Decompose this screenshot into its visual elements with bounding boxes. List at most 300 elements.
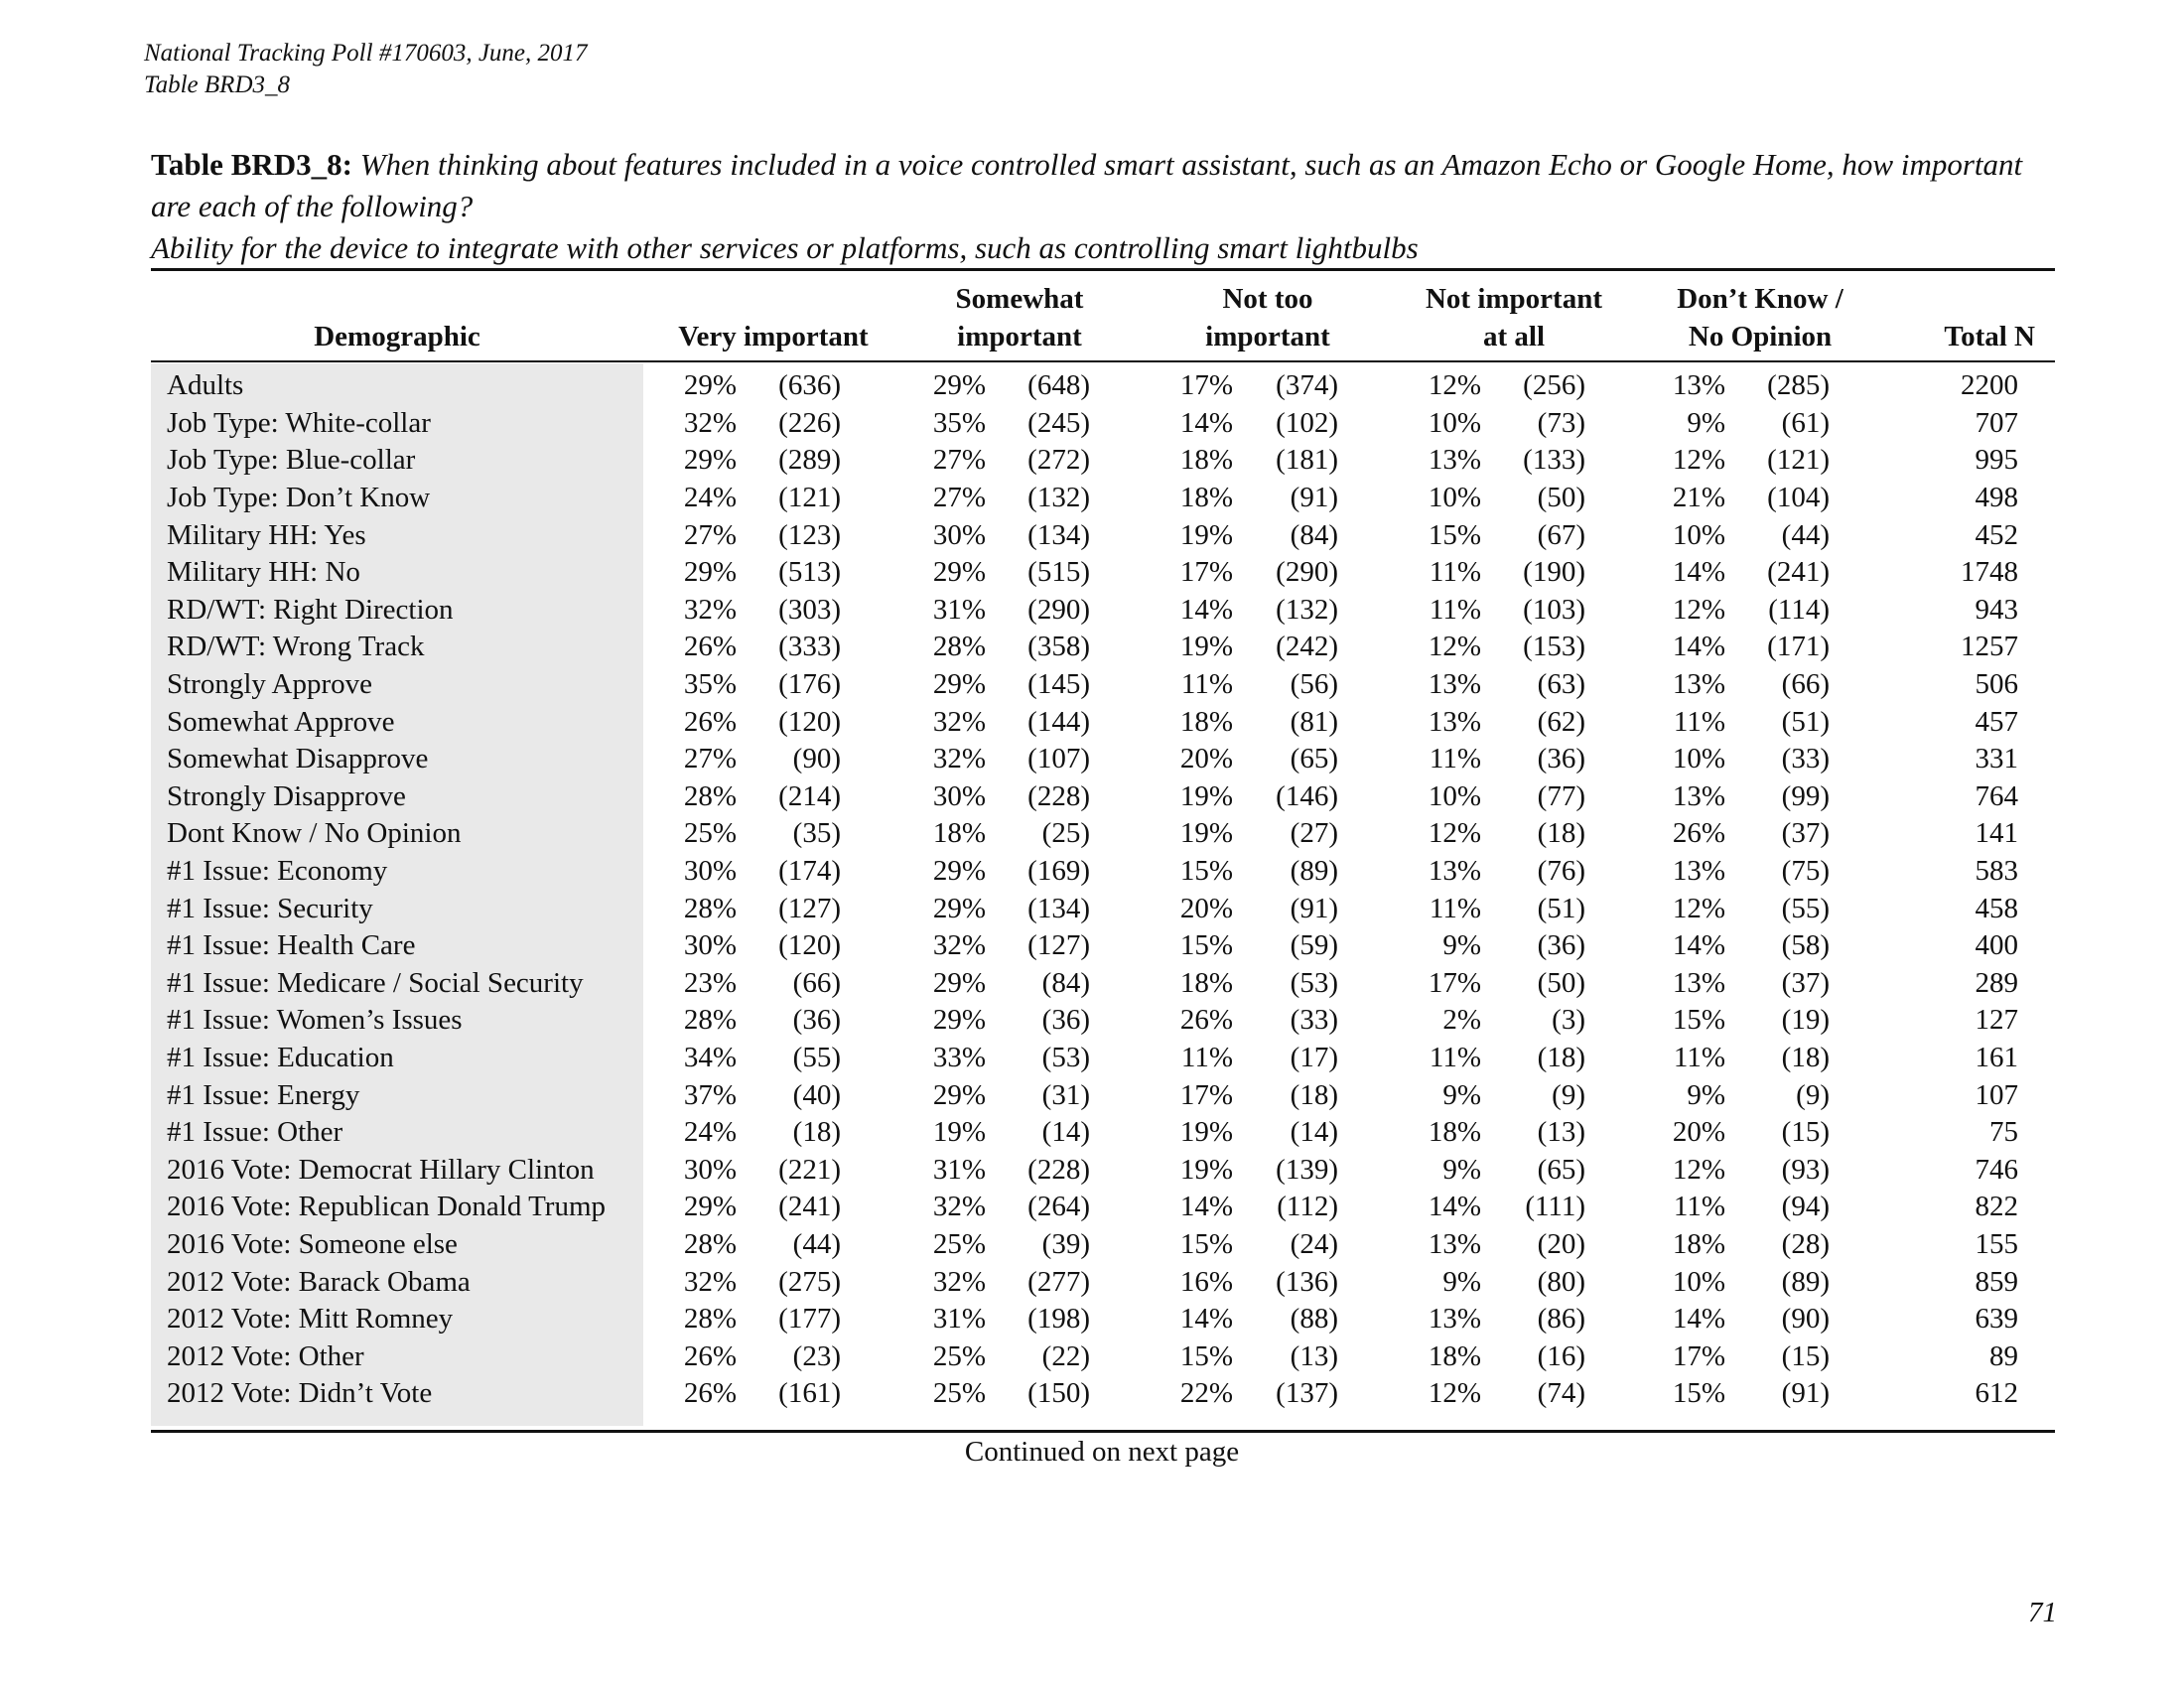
cell-very-n: (23) bbox=[792, 1339, 841, 1372]
cell-not-too-n: (374) bbox=[1276, 369, 1338, 402]
cell-total-n: 764 bbox=[1975, 779, 2018, 812]
cell-very-n: (214) bbox=[778, 779, 841, 812]
cell-not-too-pct: 15% bbox=[1179, 929, 1233, 962]
cell-not-too-n: (88) bbox=[1290, 1303, 1338, 1336]
cell-total-n: 859 bbox=[1975, 1265, 2018, 1298]
cell-somewhat-pct: 18% bbox=[932, 817, 986, 850]
cell-somewhat-n: (228) bbox=[1027, 779, 1090, 812]
row-label: Adults bbox=[167, 369, 244, 402]
cell-very-n: (55) bbox=[792, 1041, 841, 1073]
cell-very-n: (241) bbox=[778, 1191, 841, 1223]
cell-dont-know-n: (99) bbox=[1781, 779, 1830, 812]
cell-not-at-all-n: (36) bbox=[1537, 743, 1585, 775]
table-row bbox=[151, 703, 2018, 741]
cell-total-n: 995 bbox=[1975, 444, 2018, 477]
cell-not-at-all-n: (20) bbox=[1537, 1227, 1585, 1260]
cell-somewhat-n: (277) bbox=[1027, 1265, 1090, 1298]
cell-not-too-n: (56) bbox=[1290, 668, 1338, 701]
cell-very-pct: 29% bbox=[683, 556, 737, 589]
cell-very-n: (123) bbox=[778, 518, 841, 551]
cell-somewhat-pct: 29% bbox=[932, 556, 986, 589]
cell-dont-know-n: (285) bbox=[1767, 369, 1830, 402]
cell-not-at-all-pct: 9% bbox=[1442, 929, 1481, 962]
cell-somewhat-pct: 25% bbox=[932, 1227, 986, 1260]
cell-dont-know-pct: 14% bbox=[1672, 556, 1725, 589]
cell-dont-know-pct: 13% bbox=[1672, 779, 1725, 812]
cell-not-at-all-n: (18) bbox=[1537, 1041, 1585, 1073]
cell-total-n: 458 bbox=[1975, 892, 2018, 924]
cell-not-at-all-n: (18) bbox=[1537, 817, 1585, 850]
cell-total-n: 506 bbox=[1975, 668, 2018, 701]
cell-dont-know-n: (37) bbox=[1781, 966, 1830, 999]
row-label: RD/WT: Wrong Track bbox=[167, 631, 425, 663]
cell-not-at-all-n: (86) bbox=[1537, 1303, 1585, 1336]
cell-very-pct: 29% bbox=[683, 369, 737, 402]
cell-not-too-pct: 15% bbox=[1179, 855, 1233, 888]
cell-not-at-all-pct: 10% bbox=[1428, 406, 1481, 439]
row-label: #1 Issue: Women’s Issues bbox=[167, 1004, 463, 1037]
cell-very-pct: 26% bbox=[683, 705, 737, 738]
cell-very-n: (90) bbox=[792, 743, 841, 775]
table-row bbox=[151, 778, 2018, 816]
cell-somewhat-n: (264) bbox=[1027, 1191, 1090, 1223]
cell-dont-know-n: (15) bbox=[1781, 1116, 1830, 1149]
cell-somewhat-n: (145) bbox=[1027, 668, 1090, 701]
cell-not-at-all-pct: 15% bbox=[1428, 518, 1481, 551]
header-very-important: Very important bbox=[678, 321, 869, 352]
cell-somewhat-pct: 19% bbox=[932, 1116, 986, 1149]
cell-not-at-all-pct: 11% bbox=[1429, 1041, 1481, 1073]
cell-very-n: (40) bbox=[792, 1078, 841, 1111]
cell-not-at-all-n: (153) bbox=[1523, 631, 1585, 663]
cell-dont-know-pct: 12% bbox=[1672, 444, 1725, 477]
cell-dont-know-n: (94) bbox=[1781, 1191, 1830, 1223]
cell-not-too-n: (14) bbox=[1290, 1116, 1338, 1149]
cell-very-n: (127) bbox=[778, 892, 841, 924]
table-row bbox=[151, 405, 2018, 443]
cell-not-at-all-n: (50) bbox=[1537, 966, 1585, 999]
table-row bbox=[151, 815, 2018, 853]
cell-very-n: (174) bbox=[778, 855, 841, 888]
row-label: 2012 Vote: Didn’t Vote bbox=[167, 1377, 433, 1410]
row-label: 2016 Vote: Republican Donald Trump bbox=[167, 1191, 606, 1223]
cell-somewhat-n: (14) bbox=[1041, 1116, 1090, 1149]
cell-dont-know-pct: 12% bbox=[1672, 593, 1725, 626]
cell-total-n: 943 bbox=[1975, 593, 2018, 626]
cell-not-at-all-n: (3) bbox=[1552, 1004, 1585, 1037]
cell-not-at-all-n: (65) bbox=[1537, 1153, 1585, 1186]
cell-dont-know-pct: 13% bbox=[1672, 668, 1725, 701]
cell-not-at-all-pct: 2% bbox=[1442, 1004, 1481, 1037]
cell-very-pct: 26% bbox=[683, 1339, 737, 1372]
cell-somewhat-pct: 25% bbox=[932, 1377, 986, 1410]
table-row bbox=[151, 629, 2018, 666]
header-not-too-important bbox=[1158, 280, 1378, 355]
cell-not-at-all-n: (50) bbox=[1537, 482, 1585, 514]
cell-not-at-all-pct: 13% bbox=[1428, 1227, 1481, 1260]
cell-total-n: 498 bbox=[1975, 482, 2018, 514]
cell-somewhat-n: (36) bbox=[1041, 1004, 1090, 1037]
cell-very-pct: 30% bbox=[683, 929, 737, 962]
cell-very-n: (18) bbox=[792, 1116, 841, 1149]
header-dont-know bbox=[1650, 280, 1870, 355]
cell-not-too-pct: 19% bbox=[1179, 631, 1233, 663]
row-label: Military HH: No bbox=[167, 556, 360, 589]
cell-not-at-all-pct: 9% bbox=[1442, 1265, 1481, 1298]
cell-not-at-all-n: (76) bbox=[1537, 855, 1585, 888]
cell-somewhat-n: (39) bbox=[1041, 1227, 1090, 1260]
cell-somewhat-pct: 29% bbox=[932, 892, 986, 924]
cell-not-at-all-n: (13) bbox=[1537, 1116, 1585, 1149]
cell-total-n: 452 bbox=[1975, 518, 2018, 551]
cell-not-at-all-pct: 9% bbox=[1442, 1153, 1481, 1186]
cell-not-too-pct: 14% bbox=[1179, 593, 1233, 626]
cell-very-pct: 32% bbox=[683, 593, 737, 626]
page-number: 71 bbox=[2028, 1597, 2057, 1628]
cell-dont-know-n: (121) bbox=[1767, 444, 1830, 477]
cell-very-n: (176) bbox=[778, 668, 841, 701]
cell-very-n: (513) bbox=[778, 556, 841, 589]
cell-very-pct: 26% bbox=[683, 1377, 737, 1410]
cell-total-n: 155 bbox=[1975, 1227, 2018, 1260]
poll-title: National Tracking Poll #170603, June, 2017 bbox=[144, 40, 588, 67]
table-row bbox=[151, 1114, 2018, 1152]
cell-somewhat-pct: 30% bbox=[932, 518, 986, 551]
table-row bbox=[151, 853, 2018, 891]
cell-dont-know-pct: 20% bbox=[1672, 1116, 1725, 1149]
caption-subtitle: Ability for the device to integrate with other services or platforms, such as controlling smart lightbulbs bbox=[151, 230, 1419, 265]
cell-somewhat-pct: 32% bbox=[932, 1191, 986, 1223]
row-label: #1 Issue: Economy bbox=[167, 855, 388, 888]
cell-dont-know-pct: 14% bbox=[1672, 1303, 1725, 1336]
cell-somewhat-n: (134) bbox=[1027, 518, 1090, 551]
cell-somewhat-pct: 32% bbox=[932, 1265, 986, 1298]
cell-very-pct: 29% bbox=[683, 444, 737, 477]
cell-very-n: (333) bbox=[778, 631, 841, 663]
cell-not-too-n: (91) bbox=[1290, 482, 1338, 514]
cell-somewhat-pct: 29% bbox=[932, 1004, 986, 1037]
cell-not-too-pct: 20% bbox=[1179, 743, 1233, 775]
cell-somewhat-n: (358) bbox=[1027, 631, 1090, 663]
cell-not-at-all-pct: 17% bbox=[1428, 966, 1481, 999]
cell-somewhat-n: (515) bbox=[1027, 556, 1090, 589]
table-row bbox=[151, 592, 2018, 630]
table-row bbox=[151, 1002, 2018, 1040]
cell-not-at-all-n: (80) bbox=[1537, 1265, 1585, 1298]
cell-total-n: 400 bbox=[1975, 929, 2018, 962]
cell-somewhat-pct: 29% bbox=[932, 855, 986, 888]
row-label: Strongly Approve bbox=[167, 668, 373, 701]
cell-not-too-pct: 11% bbox=[1180, 668, 1233, 701]
cell-very-n: (177) bbox=[778, 1303, 841, 1336]
cell-somewhat-pct: 29% bbox=[932, 1078, 986, 1111]
cell-somewhat-n: (169) bbox=[1027, 855, 1090, 888]
cell-very-n: (36) bbox=[792, 1004, 841, 1037]
cell-not-at-all-n: (77) bbox=[1537, 779, 1585, 812]
cell-very-n: (35) bbox=[792, 817, 841, 850]
cell-not-too-n: (53) bbox=[1290, 966, 1338, 999]
cell-somewhat-pct: 32% bbox=[932, 929, 986, 962]
cell-somewhat-n: (228) bbox=[1027, 1153, 1090, 1186]
cell-not-too-pct: 14% bbox=[1179, 1303, 1233, 1336]
cell-dont-know-pct: 11% bbox=[1673, 705, 1725, 738]
cell-not-at-all-pct: 12% bbox=[1428, 1377, 1481, 1410]
cell-very-pct: 23% bbox=[683, 966, 737, 999]
cell-dont-know-pct: 10% bbox=[1672, 1265, 1725, 1298]
cell-very-pct: 30% bbox=[683, 1153, 737, 1186]
cell-not-too-n: (17) bbox=[1290, 1041, 1338, 1073]
cell-dont-know-pct: 11% bbox=[1673, 1041, 1725, 1073]
header-dont-know-line1: Don’t Know / bbox=[1677, 283, 1843, 315]
cell-not-too-pct: 19% bbox=[1179, 1116, 1233, 1149]
cell-very-n: (66) bbox=[792, 966, 841, 999]
results-table bbox=[151, 367, 2018, 1413]
cell-not-at-all-n: (67) bbox=[1537, 518, 1585, 551]
cell-somewhat-n: (198) bbox=[1027, 1303, 1090, 1336]
table-row bbox=[151, 741, 2018, 778]
row-label: Somewhat Approve bbox=[167, 705, 395, 738]
cell-not-too-pct: 19% bbox=[1179, 518, 1233, 551]
cell-somewhat-n: (107) bbox=[1027, 743, 1090, 775]
cell-dont-know-pct: 14% bbox=[1672, 631, 1725, 663]
cell-dont-know-n: (241) bbox=[1767, 556, 1830, 589]
cell-somewhat-pct: 28% bbox=[932, 631, 986, 663]
cell-dont-know-pct: 14% bbox=[1672, 929, 1725, 962]
header-demographic: Demographic bbox=[314, 321, 480, 352]
row-label: 2012 Vote: Barack Obama bbox=[167, 1265, 471, 1298]
row-label: #1 Issue: Security bbox=[167, 892, 373, 924]
cell-dont-know-n: (104) bbox=[1767, 482, 1830, 514]
cell-not-too-pct: 17% bbox=[1179, 556, 1233, 589]
row-label: Military HH: Yes bbox=[167, 518, 366, 551]
cell-somewhat-n: (84) bbox=[1041, 966, 1090, 999]
table-row bbox=[151, 1226, 2018, 1264]
cell-not-at-all-pct: 11% bbox=[1429, 892, 1481, 924]
cell-not-at-all-pct: 10% bbox=[1428, 779, 1481, 812]
row-label: #1 Issue: Medicare / Social Security bbox=[167, 966, 584, 999]
cell-total-n: 89 bbox=[1989, 1339, 2018, 1372]
cell-not-too-pct: 18% bbox=[1179, 705, 1233, 738]
row-label: 2016 Vote: Someone else bbox=[167, 1227, 458, 1260]
cell-somewhat-pct: 27% bbox=[932, 482, 986, 514]
cell-dont-know-n: (55) bbox=[1781, 892, 1830, 924]
cell-somewhat-pct: 32% bbox=[932, 743, 986, 775]
table-row bbox=[151, 1263, 2018, 1301]
cell-not-too-n: (112) bbox=[1277, 1191, 1338, 1223]
cell-somewhat-pct: 29% bbox=[932, 668, 986, 701]
cell-somewhat-n: (150) bbox=[1027, 1377, 1090, 1410]
cell-somewhat-pct: 31% bbox=[932, 593, 986, 626]
cell-total-n: 331 bbox=[1975, 743, 2018, 775]
cell-not-too-n: (89) bbox=[1290, 855, 1338, 888]
cell-total-n: 289 bbox=[1975, 966, 2018, 999]
cell-not-too-n: (13) bbox=[1290, 1339, 1338, 1372]
header-somewhat-line2: important bbox=[957, 321, 1082, 352]
cell-total-n: 1748 bbox=[1961, 556, 2018, 589]
cell-not-too-n: (18) bbox=[1290, 1078, 1338, 1111]
cell-somewhat-pct: 25% bbox=[932, 1339, 986, 1372]
row-label: Somewhat Disapprove bbox=[167, 743, 429, 775]
cell-dont-know-pct: 12% bbox=[1672, 1153, 1725, 1186]
table-body bbox=[151, 367, 2018, 1413]
cell-very-pct: 28% bbox=[683, 1303, 737, 1336]
cell-dont-know-pct: 12% bbox=[1672, 892, 1725, 924]
table-row bbox=[151, 1375, 2018, 1413]
caption-label: Table BRD3_8: bbox=[151, 147, 352, 182]
header-rule bbox=[151, 360, 2055, 362]
cell-dont-know-pct: 11% bbox=[1673, 1191, 1725, 1223]
cell-dont-know-n: (44) bbox=[1781, 518, 1830, 551]
cell-not-at-all-pct: 18% bbox=[1428, 1116, 1481, 1149]
table-caption bbox=[151, 144, 2067, 269]
cell-not-too-pct: 14% bbox=[1179, 1191, 1233, 1223]
cell-not-too-n: (91) bbox=[1290, 892, 1338, 924]
cell-very-pct: 34% bbox=[683, 1041, 737, 1073]
cell-dont-know-n: (89) bbox=[1781, 1265, 1830, 1298]
cell-not-at-all-n: (62) bbox=[1537, 705, 1585, 738]
cell-very-n: (120) bbox=[778, 929, 841, 962]
cell-very-pct: 28% bbox=[683, 892, 737, 924]
cell-total-n: 161 bbox=[1975, 1041, 2018, 1073]
cell-dont-know-pct: 10% bbox=[1672, 743, 1725, 775]
cell-very-pct: 28% bbox=[683, 1004, 737, 1037]
cell-not-at-all-pct: 13% bbox=[1428, 855, 1481, 888]
cell-dont-know-n: (28) bbox=[1781, 1227, 1830, 1260]
cell-not-at-all-n: (16) bbox=[1537, 1339, 1585, 1372]
cell-not-too-n: (137) bbox=[1276, 1377, 1338, 1410]
cell-somewhat-n: (245) bbox=[1027, 406, 1090, 439]
cell-somewhat-pct: 30% bbox=[932, 779, 986, 812]
header-total-n: Total N bbox=[1944, 321, 2035, 352]
cell-not-too-n: (33) bbox=[1290, 1004, 1338, 1037]
cell-not-at-all-pct: 11% bbox=[1429, 743, 1481, 775]
cell-not-too-n: (81) bbox=[1290, 705, 1338, 738]
caption-question: When thinking about features included in a voice controlled smart assistant, such as an Amazon Echo or Google Home, how important are each of the following? bbox=[151, 147, 2023, 223]
cell-dont-know-n: (15) bbox=[1781, 1339, 1830, 1372]
header-dont-know-line2: No Opinion bbox=[1688, 321, 1833, 352]
table-row bbox=[151, 890, 2018, 927]
cell-not-at-all-pct: 11% bbox=[1429, 556, 1481, 589]
cell-somewhat-pct: 27% bbox=[932, 444, 986, 477]
cell-somewhat-n: (22) bbox=[1041, 1339, 1090, 1372]
cell-not-at-all-pct: 9% bbox=[1442, 1078, 1481, 1111]
cell-not-too-n: (65) bbox=[1290, 743, 1338, 775]
cell-somewhat-pct: 29% bbox=[932, 966, 986, 999]
cell-somewhat-n: (648) bbox=[1027, 369, 1090, 402]
row-label: Strongly Disapprove bbox=[167, 779, 406, 812]
cell-not-too-n: (146) bbox=[1276, 779, 1338, 812]
cell-not-too-pct: 19% bbox=[1179, 1153, 1233, 1186]
cell-total-n: 107 bbox=[1975, 1078, 2018, 1111]
cell-very-n: (221) bbox=[778, 1153, 841, 1186]
row-label: #1 Issue: Other bbox=[167, 1116, 343, 1149]
row-label: Job Type: Blue-collar bbox=[167, 444, 416, 477]
header-not-too-line2: important bbox=[1205, 321, 1330, 352]
cell-total-n: 707 bbox=[1975, 406, 2018, 439]
cell-not-at-all-n: (63) bbox=[1537, 668, 1585, 701]
table-row bbox=[151, 554, 2018, 592]
cell-dont-know-n: (93) bbox=[1781, 1153, 1830, 1186]
cell-dont-know-n: (58) bbox=[1781, 929, 1830, 962]
table-row bbox=[151, 1189, 2018, 1226]
cell-very-n: (161) bbox=[778, 1377, 841, 1410]
cell-total-n: 2200 bbox=[1961, 369, 2018, 402]
cell-not-too-pct: 16% bbox=[1179, 1265, 1233, 1298]
row-label: #1 Issue: Health Care bbox=[167, 929, 416, 962]
cell-total-n: 639 bbox=[1975, 1303, 2018, 1336]
cell-dont-know-pct: 10% bbox=[1672, 518, 1725, 551]
cell-dont-know-n: (91) bbox=[1781, 1377, 1830, 1410]
cell-not-too-pct: 19% bbox=[1179, 817, 1233, 850]
cell-very-pct: 29% bbox=[683, 1191, 737, 1223]
cell-dont-know-n: (18) bbox=[1781, 1041, 1830, 1073]
table-row bbox=[151, 480, 2018, 517]
cell-not-too-pct: 15% bbox=[1179, 1227, 1233, 1260]
table-row bbox=[151, 1301, 2018, 1338]
table-row bbox=[151, 442, 2018, 480]
cell-somewhat-n: (31) bbox=[1041, 1078, 1090, 1111]
cell-very-pct: 32% bbox=[683, 406, 737, 439]
table-row bbox=[151, 1040, 2018, 1077]
cell-total-n: 75 bbox=[1989, 1116, 2018, 1149]
cell-dont-know-n: (33) bbox=[1781, 743, 1830, 775]
cell-not-too-pct: 11% bbox=[1180, 1041, 1233, 1073]
cell-not-at-all-pct: 14% bbox=[1428, 1191, 1481, 1223]
cell-not-at-all-n: (256) bbox=[1523, 369, 1585, 402]
table-row bbox=[151, 1337, 2018, 1375]
cell-total-n: 612 bbox=[1975, 1377, 2018, 1410]
table-row bbox=[151, 927, 2018, 965]
cell-dont-know-n: (51) bbox=[1781, 705, 1830, 738]
table-row bbox=[151, 1151, 2018, 1189]
cell-not-at-all-pct: 13% bbox=[1428, 705, 1481, 738]
cell-not-too-pct: 26% bbox=[1179, 1004, 1233, 1037]
cell-somewhat-n: (272) bbox=[1027, 444, 1090, 477]
row-label: RD/WT: Right Direction bbox=[167, 593, 454, 626]
cell-not-at-all-pct: 12% bbox=[1428, 817, 1481, 850]
cell-total-n: 127 bbox=[1975, 1004, 2018, 1037]
cell-very-pct: 27% bbox=[683, 743, 737, 775]
cell-not-at-all-n: (103) bbox=[1523, 593, 1585, 626]
cell-total-n: 746 bbox=[1975, 1153, 2018, 1186]
cell-dont-know-n: (66) bbox=[1781, 668, 1830, 701]
cell-not-at-all-n: (9) bbox=[1552, 1078, 1585, 1111]
cell-total-n: 141 bbox=[1975, 817, 2018, 850]
cell-dont-know-n: (61) bbox=[1781, 406, 1830, 439]
cell-not-at-all-pct: 10% bbox=[1428, 482, 1481, 514]
cell-not-at-all-n: (111) bbox=[1525, 1191, 1585, 1223]
cell-not-too-n: (290) bbox=[1276, 556, 1338, 589]
cell-dont-know-n: (75) bbox=[1781, 855, 1830, 888]
cell-dont-know-pct: 15% bbox=[1672, 1004, 1725, 1037]
cell-not-too-n: (136) bbox=[1276, 1265, 1338, 1298]
cell-very-n: (303) bbox=[778, 593, 841, 626]
cell-not-at-all-pct: 18% bbox=[1428, 1339, 1481, 1372]
cell-very-pct: 26% bbox=[683, 631, 737, 663]
cell-dont-know-n: (90) bbox=[1781, 1303, 1830, 1336]
header-not-important-line2: at all bbox=[1482, 321, 1546, 352]
table-row bbox=[151, 666, 2018, 704]
cell-not-too-n: (181) bbox=[1276, 444, 1338, 477]
cell-very-pct: 35% bbox=[683, 668, 737, 701]
cell-total-n: 457 bbox=[1975, 705, 2018, 738]
row-label: 2012 Vote: Other bbox=[167, 1339, 364, 1372]
cell-somewhat-n: (25) bbox=[1041, 817, 1090, 850]
cell-not-at-all-n: (51) bbox=[1537, 892, 1585, 924]
cell-very-pct: 37% bbox=[683, 1078, 737, 1111]
cell-very-pct: 24% bbox=[683, 1116, 737, 1149]
running-head bbox=[144, 38, 588, 101]
